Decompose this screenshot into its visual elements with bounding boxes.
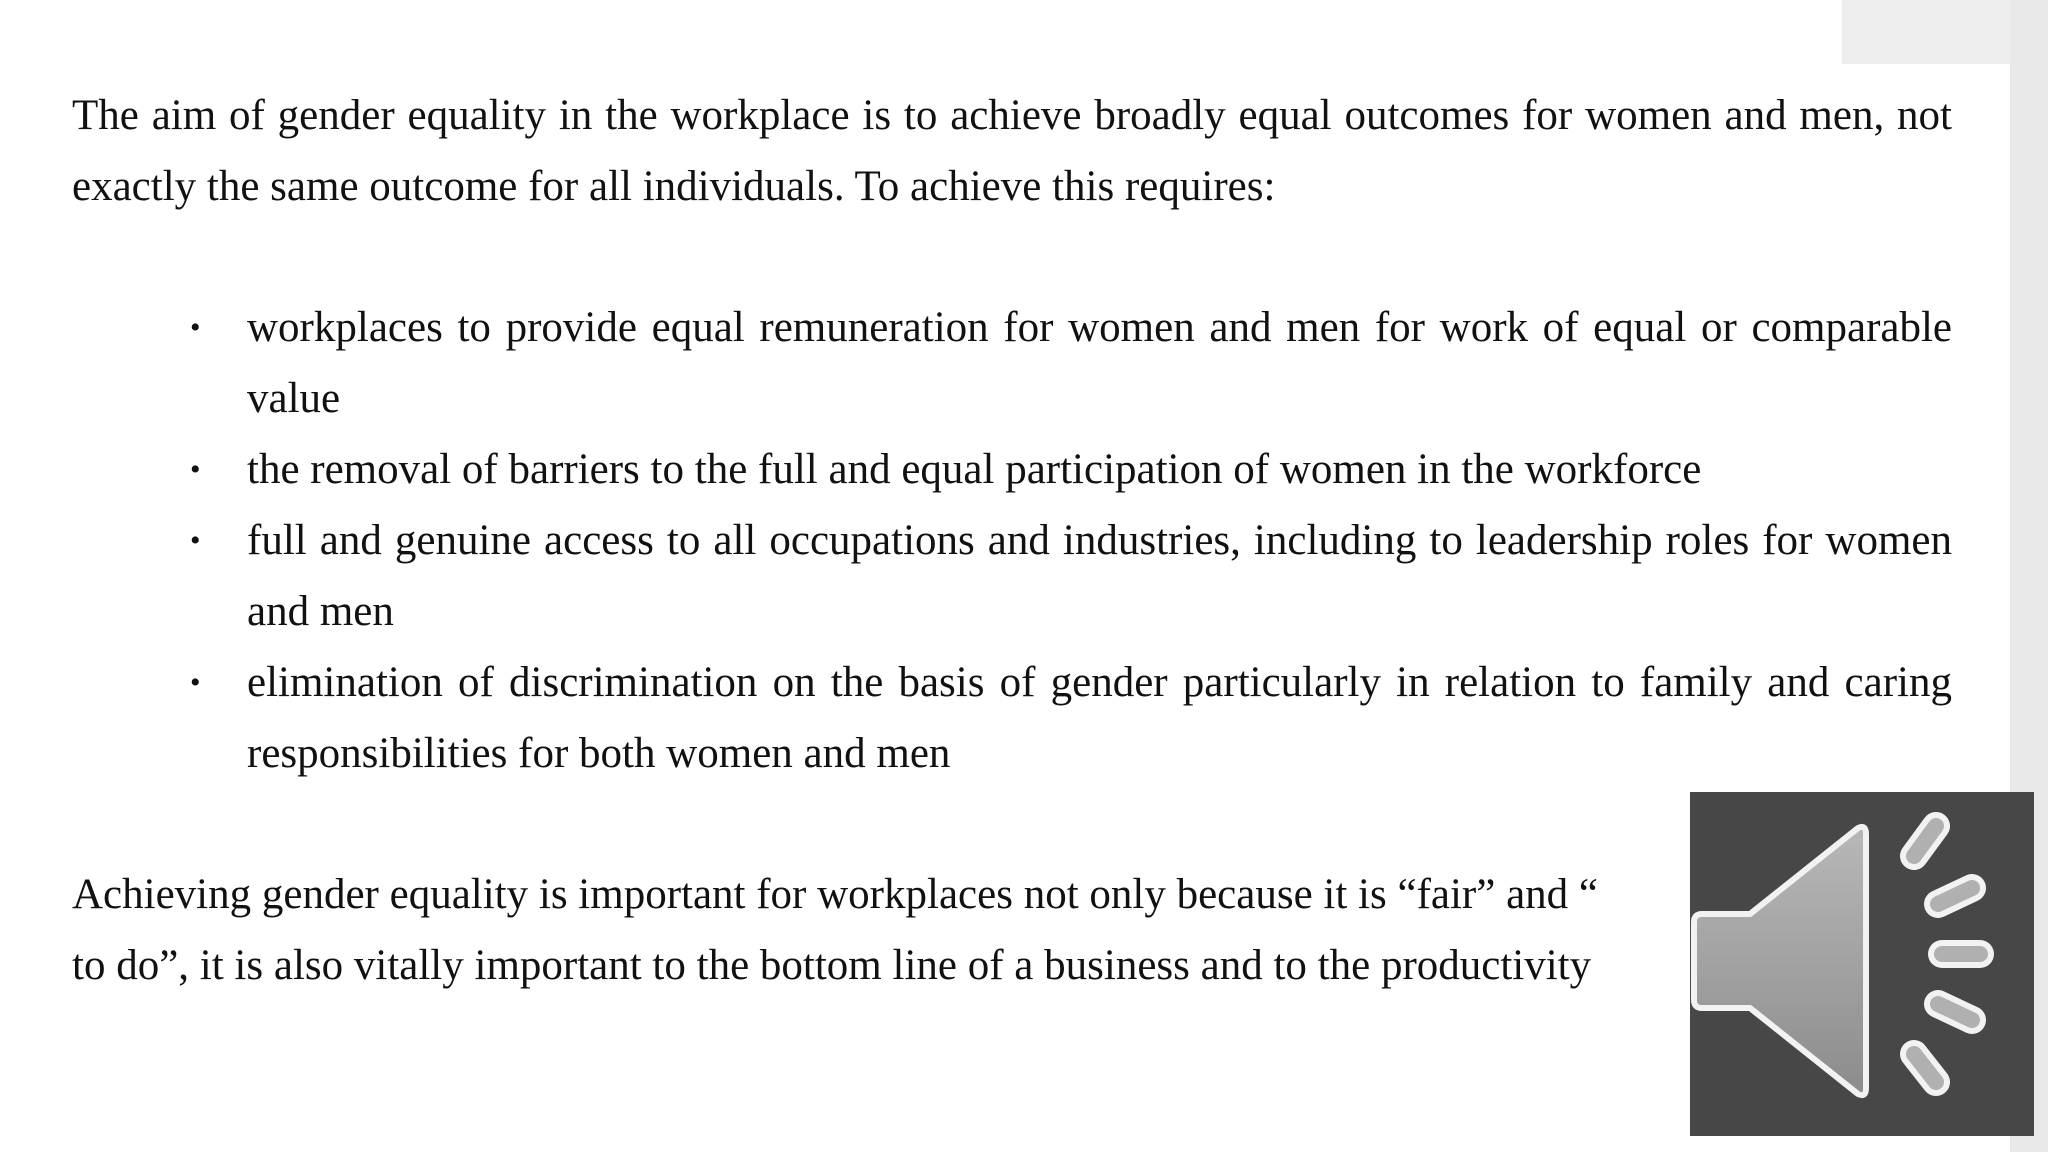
slide-content — [72, 80, 1952, 1001]
audio-play-button[interactable] — [1690, 792, 2034, 1136]
closing-paragraph — [72, 859, 1682, 1001]
list-item-text: the removal of barriers to the full and equal participation of women in the workforce — [247, 446, 1702, 493]
bullet-marker: • — [190, 524, 201, 557]
bullet-marker: • — [190, 311, 201, 344]
speaker-icon — [1690, 792, 2034, 1136]
list-item-text: elimination of discrimination on the basis of gender particularly in relation to family and caring responsibilities for both women and men — [247, 659, 1952, 777]
requirements-list — [72, 292, 1952, 789]
closing-line-1: Achieving gender equality is important for workplaces not only because it is “fair” and “ — [72, 871, 1598, 918]
list-item-text: workplaces to provide equal remuneration for women and men for work of equal or comparable value — [247, 304, 1952, 422]
list-item — [72, 434, 1952, 505]
slide-edge — [1842, 0, 2010, 64]
list-item — [72, 292, 1952, 434]
list-item — [72, 647, 1952, 789]
list-item — [72, 505, 1952, 647]
bullet-marker: • — [190, 453, 201, 486]
closing-line-2: to do”, it is also vitally important to the bottom line of a business and to the productivity — [72, 942, 1592, 989]
bullet-marker: • — [190, 666, 201, 699]
intro-paragraph: The aim of gender equality in the workplace is to achieve broadly equal outcomes for women and men, not exactly the same outcome for all individuals. To achieve this requires: — [72, 92, 1952, 210]
list-item-text: full and genuine access to all occupations and industries, including to leadership roles for women and men — [247, 517, 1952, 635]
